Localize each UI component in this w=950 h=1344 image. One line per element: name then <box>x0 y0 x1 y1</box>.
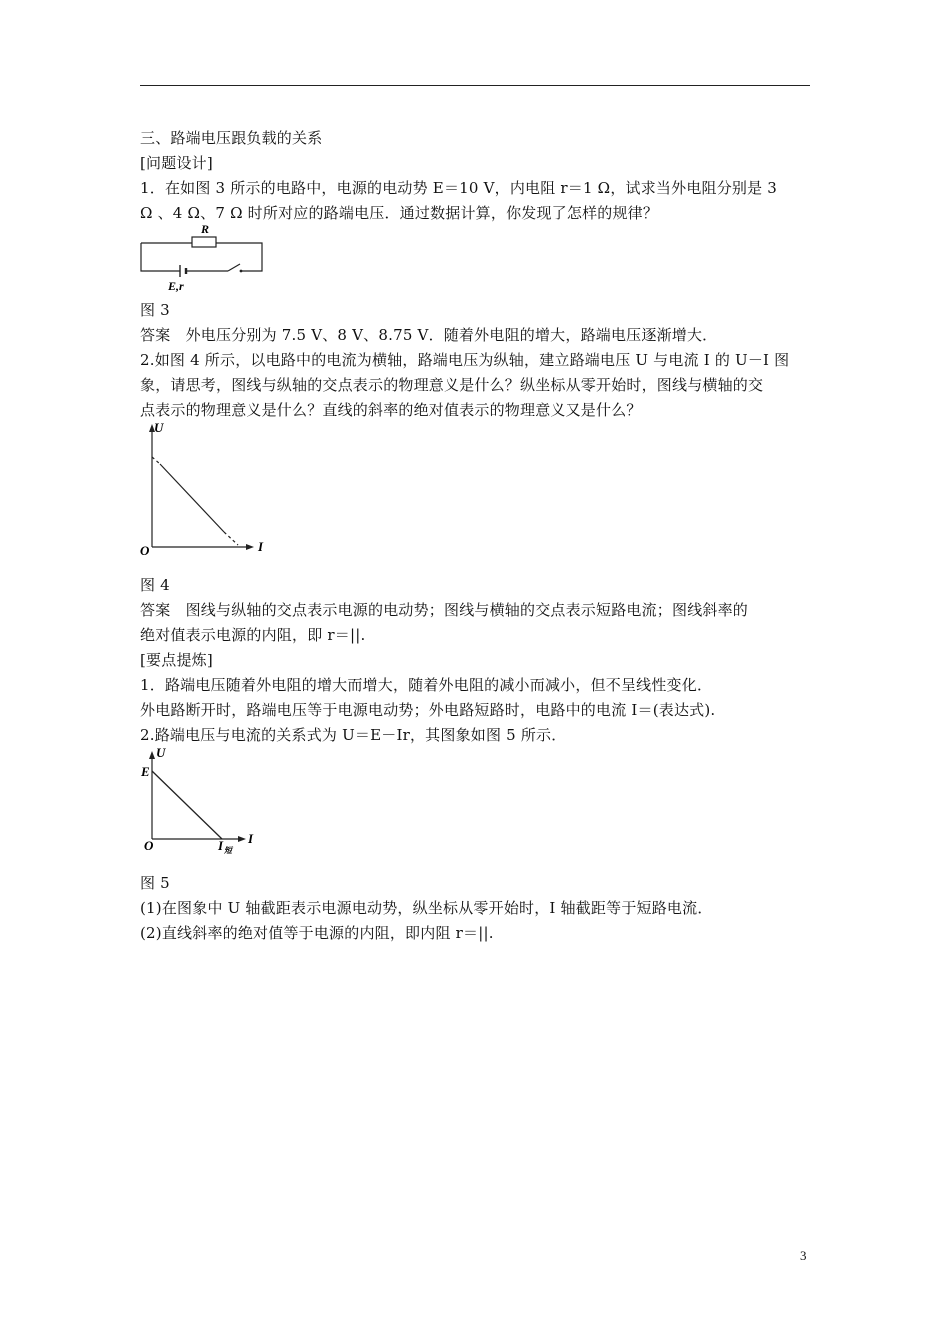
note-2: (2)直线斜率的绝对值等于电源的内阻，即内阻 r＝||. <box>140 924 494 942</box>
switch-lever <box>228 264 240 271</box>
answer-2-line-2: 绝对值表示电源的内阻，即 r＝||. <box>140 626 366 644</box>
resistor-label: R <box>201 222 210 236</box>
question-2-line-2: 象，请思考，图线与纵轴的交点表示的物理意义是什么？纵坐标从零开始时，图线与横轴的交 <box>140 376 764 394</box>
graph-line-dashed-end <box>224 532 238 545</box>
graph-line-dashed-start <box>152 457 160 464</box>
figure-5-graph <box>138 745 268 857</box>
question-1-line-1: 1．在如图 3 所示的电路中，电源的电动势 E＝10 V，内电阻 r＝1 Ω，试求当外电阻分别是 3 <box>140 179 778 197</box>
battery-label: E,r <box>168 279 184 293</box>
emf-label: E <box>141 764 150 779</box>
key-points-header: [要点提炼] <box>140 651 213 669</box>
answer-2-line-1: 答案 图线与纵轴的交点表示电源的电动势；图线与横轴的交点表示短路电流；图线斜率的 <box>140 601 749 619</box>
page-number: 3 <box>800 1248 807 1263</box>
i-axis-label: I <box>258 539 264 554</box>
circuit-wire-left <box>141 243 180 271</box>
key-point-1-line-1: 1．路端电压随着外电阻的增大而增大，随着外电阻的减小而减小，但不呈线性变化． <box>140 676 713 694</box>
figure-3-caption: 图 3 <box>140 301 170 319</box>
figure-3-circuit <box>138 223 268 295</box>
u-axis-arrow <box>149 751 155 759</box>
question-1-line-2: Ω 、4 Ω、7 Ω 时所对应的路端电压．通过数据计算，你发现了怎样的规律？ <box>140 204 659 222</box>
graph-line <box>160 464 224 532</box>
i-axis-arrow <box>246 544 254 550</box>
section-title: 三、路端电压跟负载的关系 <box>140 129 323 147</box>
question-2-line-3: 点表示的物理意义是什么？直线的斜率的绝对值表示的物理意义又是什么？ <box>140 401 642 419</box>
header-rule <box>140 85 810 86</box>
note-1: (1)在图象中 U 轴截距表示电源电动势，纵坐标从零开始时，I 轴截距等于短路电流． <box>140 899 713 917</box>
graph-line <box>152 771 222 839</box>
short-current-label: I <box>218 838 224 853</box>
design-header: [问题设计] <box>140 154 213 172</box>
circuit-wire-right <box>216 243 262 271</box>
resistor-symbol <box>192 237 216 247</box>
origin-label: O <box>144 838 154 853</box>
answer-1: 答案 外电压分别为 7.5 V、8 V、8.75 V．随着外电阻的增大，路端电压逐渐增大． <box>140 326 718 344</box>
origin-label: O <box>140 543 150 558</box>
question-2-line-1: 2.如图 4 所示，以电路中的电流为横轴，路端电压为纵轴，建立路端电压 U 与电流 I 的 U－I 图 <box>140 351 790 369</box>
u-axis-label: U <box>156 745 166 760</box>
short-current-subscript: 短 <box>224 846 232 855</box>
u-axis-label: U <box>154 420 164 435</box>
key-point-2-line-1: 2.路端电压与电流的关系式为 U＝E－Ir，其图象如图 5 所示． <box>140 726 567 744</box>
key-point-1-line-2: 外电路断开时，路端电压等于电源电动势；外电路短路时，电路中的电流 I＝(表达式). <box>140 701 716 719</box>
figure-4-caption: 图 4 <box>140 576 170 594</box>
figure-5-caption: 图 5 <box>140 874 170 892</box>
i-axis-label: I <box>248 831 254 846</box>
figure-4-graph <box>138 420 268 560</box>
i-axis-arrow <box>238 836 246 842</box>
switch-contact <box>240 270 243 273</box>
